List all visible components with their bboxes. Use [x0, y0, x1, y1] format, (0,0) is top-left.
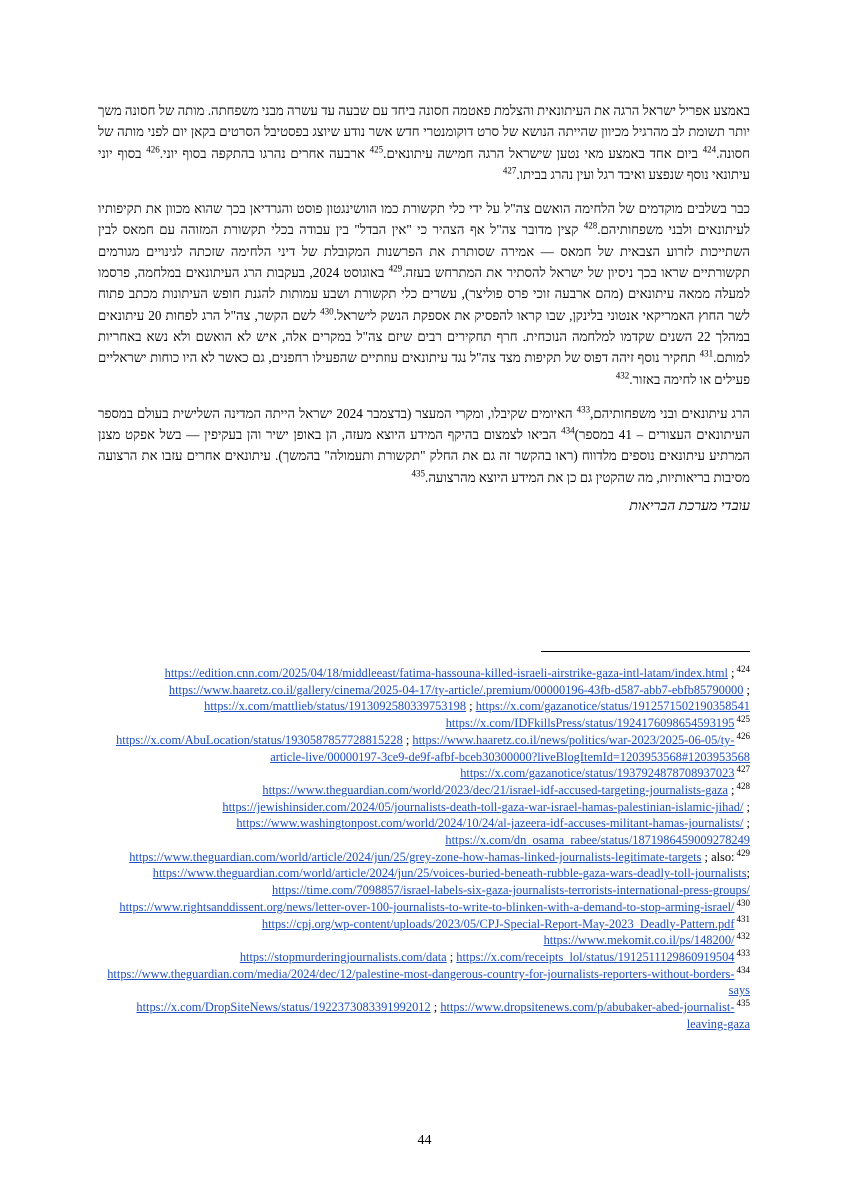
paragraph-text: לשם הקשר, צה"ל הרג לפחות 20 עיתונאים במהלך 22 השנים שקדמו למלחמה הנוכחית. חרף תחקירים רבים שיזם צה"ל במקרים אלה, איש לא הואשם ולא נשא באחריות למותם. — [98, 307, 751, 366]
footnote-reference[interactable]: 430 — [320, 306, 334, 317]
footnote-number: 434 — [736, 964, 750, 975]
footnote-reference[interactable]: 433 — [576, 404, 591, 415]
footnote-number: 426 — [736, 730, 750, 741]
footnote-link[interactable]: https://www.haaretz.co.il/news/politics/war-2023/2025-06-05/ty-article-live/00000197-3ce9-de9f-afbf-bceb30300000?liveBlogItemId=1203953568#1203953568 — [270, 732, 750, 764]
footnote-number: 427 — [736, 764, 750, 775]
paragraph-text: באוגוסט 2024, בעקבות הרג העיתונאים במלחמה, פרסמו למעלה ממאה עיתונאים (מהם ארבעה זוכי פרס פוליצר), עשרים כלי תקשורת ושבע עמותות להגנת חופש העיתונות מכתב פתוח לשר החוץ האמריקאי אנטוני בלינקן, שבו קראו להפסיק את אספקת הנשק לישראל. — [98, 265, 750, 323]
footnote-item — [98, 715, 750, 732]
section-subheading: עובדי מערכת הבריאות — [629, 499, 750, 514]
footnote-link[interactable]: https://x.com/AbuLocation/status/1930587857728815228 — [116, 732, 403, 747]
paragraph-text: באמצע אפריל ישראל הרגה את העיתונאית והצלמת פאטמה חסונה ביחד עם שבעה עד עשרה מבני משפחתה. מותה של חסונה משך יותר תשומת לב מהרגיל מכיוון שהייתה הנושא של סרט דוקומנטרי חדש אשר נודע שיוצג בפסטיבל הסרטים בקאן יום לפני מותה של חסונה. — [98, 103, 750, 161]
footnote-link[interactable]: https://x.com/gazanotice/status/1937924878708937023 — [460, 766, 735, 781]
footnote-item — [98, 966, 750, 999]
footnote-reference[interactable]: 434 — [561, 425, 575, 436]
footnote-link[interactable]: https://x.com/mattlieb/status/1913092580339753198 — [204, 699, 467, 714]
footnote-reference[interactable]: 432 — [615, 370, 630, 381]
footnote-item — [98, 665, 750, 715]
footnote-item — [98, 732, 750, 765]
body-paragraph — [98, 100, 750, 185]
footnote-reference[interactable]: 435 — [411, 468, 426, 479]
footnote-number: 431 — [736, 914, 750, 925]
footnote-number: 435 — [736, 997, 750, 1008]
footnote-item — [98, 949, 750, 966]
footnote-link[interactable]: https://x.com/gazanotice/status/1912571502190358541 — [475, 699, 750, 714]
footnote-item — [98, 765, 750, 782]
footnote-number: 424 — [736, 663, 750, 674]
footnote-item — [98, 932, 750, 949]
body-text — [98, 100, 750, 501]
footnote-link[interactable]: https://stopmurderingjournalists.com/data — [239, 949, 447, 964]
paragraph-text: כבר בשלבים מוקדמים של הלחימה הואשם צה"ל על ידי כלי תקשורת כמו הוושינגטון פוסט והגרדיאן בכך שהוא מכוון את תקיפותיו לעיתונאים ולבני משפחותיהם. — [98, 201, 750, 238]
footnote-link[interactable]: https://www.mekomit.co.il/ps/148200/ — [543, 933, 735, 948]
paragraph-text: בסוף יוני עיתונאי נוסף שנפצע ואיבד רגל ועין נהרג בביתו. — [98, 145, 750, 182]
footnote-number: 432 — [736, 931, 750, 942]
footnote-reference[interactable]: 431 — [699, 348, 714, 359]
footnote-item — [98, 899, 750, 916]
footnote-separator-text: ; — [466, 699, 476, 714]
footnote-reference[interactable]: 429 — [388, 263, 403, 274]
paragraph-text: ביום אחד באמצע מאי נטען שישראל הרגה חמישה עיתונאים. — [383, 145, 703, 161]
footnote-item — [98, 999, 750, 1032]
footnote-separator-text: ; — [727, 666, 735, 680]
footnote-separator-text: ; — [430, 1000, 441, 1015]
footnote-link[interactable]: https://www.theguardian.com/world/2023/dec/21/israel-idf-accused-targeting-journalists-gaza — [262, 782, 728, 797]
footnote-link[interactable]: https://x.com/dn_osama_rabee/status/1871986459009278249 — [445, 833, 750, 848]
footnote-link[interactable]: https://www.dropsitenews.com/p/abubaker-abed-journalist-leaving-gaza — [440, 1000, 750, 1031]
footnote-separator-text: ; — [743, 816, 750, 831]
footnote-item — [98, 916, 750, 933]
footnote-number: 429 — [736, 847, 750, 858]
footnote-number: 430 — [736, 897, 750, 908]
footnotes — [98, 665, 750, 1032]
body-paragraph — [98, 403, 750, 488]
paragraph-text: האיומים שקיבלו, ומקרי המעצר (בדצמבר 2024 ישראל הייתה המדינה השלישית בעולם במספר העיתונאים העצורים – 41 במספר) — [98, 405, 751, 443]
footnote-item — [98, 782, 750, 849]
footnote-separator-text: ; — [743, 799, 750, 814]
paragraph-text: תחקיר נוסף זיהה דפוס של תקיפות מצד צה"ל נגד עיתונאים עוזתיים שהפעילו רחפנים, גם כאשר לא היו כוחות ישראליים פעילים או לחימה באזור. — [98, 350, 750, 387]
footnote-link[interactable]: https://www.theguardian.com/world/article/2024/jun/25/voices-buried-beneath-rubble-gaza-wars-deadly-toll-journalists — [152, 866, 747, 881]
footnote-link[interactable]: https://x.com/IDFkillsPress/status/1924176098654593195 — [445, 716, 735, 731]
footnote-link[interactable]: https://jewishinsider.com/2024/05/journalists-death-toll-gaza-war-israel-hamas-palestinian-islamic-jihad/ — [222, 799, 744, 814]
footnote-separator-text: ; — [446, 949, 457, 964]
body-paragraph — [98, 198, 750, 390]
footnote-link[interactable]: https://www.washingtonpost.com/world/2024/10/24/al-jazeera-idf-accuses-militant-hamas-journalists/ — [236, 816, 744, 831]
footnote-separator-text: ; — [746, 866, 750, 881]
footnote-number: 425 — [736, 713, 750, 724]
footnote-link[interactable]: https://time.com/7098857/israel-labels-six-gaza-journalists-terrorists-international-press-groups/ — [272, 883, 750, 898]
paragraph-text: הביאו לצמצום בהיקף המידע היוצא מעזה, הן באופן ישיר והן בעקיפין — בשל אפקט מצנן המרתיע עיתונאים נוספים מלדווח (ראו בהקשר זה גם את החלק "תקשורת ותעמולה" בהמשך). עיתונאים אחרים עזבו את הרצועה מסיבות בריאותיות, מה שהקטין גם כן את המידע היוצא מהרצועה. — [98, 427, 750, 485]
footnote-link[interactable]: https://www.haaretz.co.il/gallery/cinema/2025-04-17/ty-article/.premium/00000196-43fb-d587-abb7-ebfb85790000 — [168, 682, 744, 697]
footnote-link[interactable]: https://www.theguardian.com/media/2024/dec/12/palestine-most-dangerous-country-for-journalists-reporters-without-borders-says — [107, 966, 750, 998]
footnote-separator-text: ; — [727, 782, 735, 797]
footnote-separator-text: ; also: — [701, 849, 735, 864]
footnote-link[interactable]: https://edition.cnn.com/2025/04/18/middleeast/fatima-hassouna-killed-israeli-airstrike-gaza-intl-latam/index.html — [164, 666, 728, 680]
footnote-reference[interactable]: 428 — [583, 221, 598, 232]
footnote-number: 433 — [736, 947, 750, 958]
footnote-reference[interactable]: 425 — [369, 144, 384, 155]
footnote-reference[interactable]: 427 — [502, 165, 517, 176]
paragraph-text: ארבעה אחרים נהרגו בהתקפה בסוף יוני. — [159, 145, 370, 161]
paragraph-text: הרג עיתונאים ובני משפחותיהם, — [590, 405, 750, 421]
footnote-link[interactable]: https://x.com/DropSiteNews/status/1922373083391992012 — [136, 1000, 431, 1015]
page-number: 44 — [417, 1133, 432, 1148]
footnote-reference[interactable]: 424 — [702, 144, 717, 155]
footnote-reference[interactable]: 426 — [146, 144, 160, 155]
footnote-number: 428 — [736, 780, 750, 791]
footnote-separator-text: ; — [743, 682, 750, 697]
footnote-separator — [541, 651, 750, 652]
footnote-separator-text: ; — [402, 732, 413, 747]
paragraph-text: קצין מדובר צה"ל אף הצהיר כי "אין הבדל" בין עבודה בכלי תקשורת המזוהה עם חמאס לבין השתייכות לזרוע הצבאית של חמאס — אמירה שסותרת את הפרשנות המקובלת של דיני הלחימה שזכתה לגינויים מגורמים תקשורתיים שראו בכך ניסיון של ישראל להסתיר את המתרחש בעזה. — [98, 222, 750, 281]
footnote-link[interactable]: https://cpj.org/wp-content/uploads/2023/05/CPJ-Special-Report-May-2023_Deadly-Pattern.pdf — [261, 916, 735, 931]
footnote-link[interactable]: https://www.theguardian.com/world/article/2024/jun/25/grey-zone-how-hamas-linked-journalists-legitimate-targets — [129, 849, 702, 864]
footnote-link[interactable]: https://www.rightsanddissent.org/news/letter-over-100-journalists-to-write-to-blinken-with-a-demand-to-stop-arming-israel/ — [119, 899, 735, 914]
footnote-item — [98, 849, 750, 899]
footnote-link[interactable]: https://x.com/receipts_lol/status/1912511129860919504 — [456, 949, 735, 964]
